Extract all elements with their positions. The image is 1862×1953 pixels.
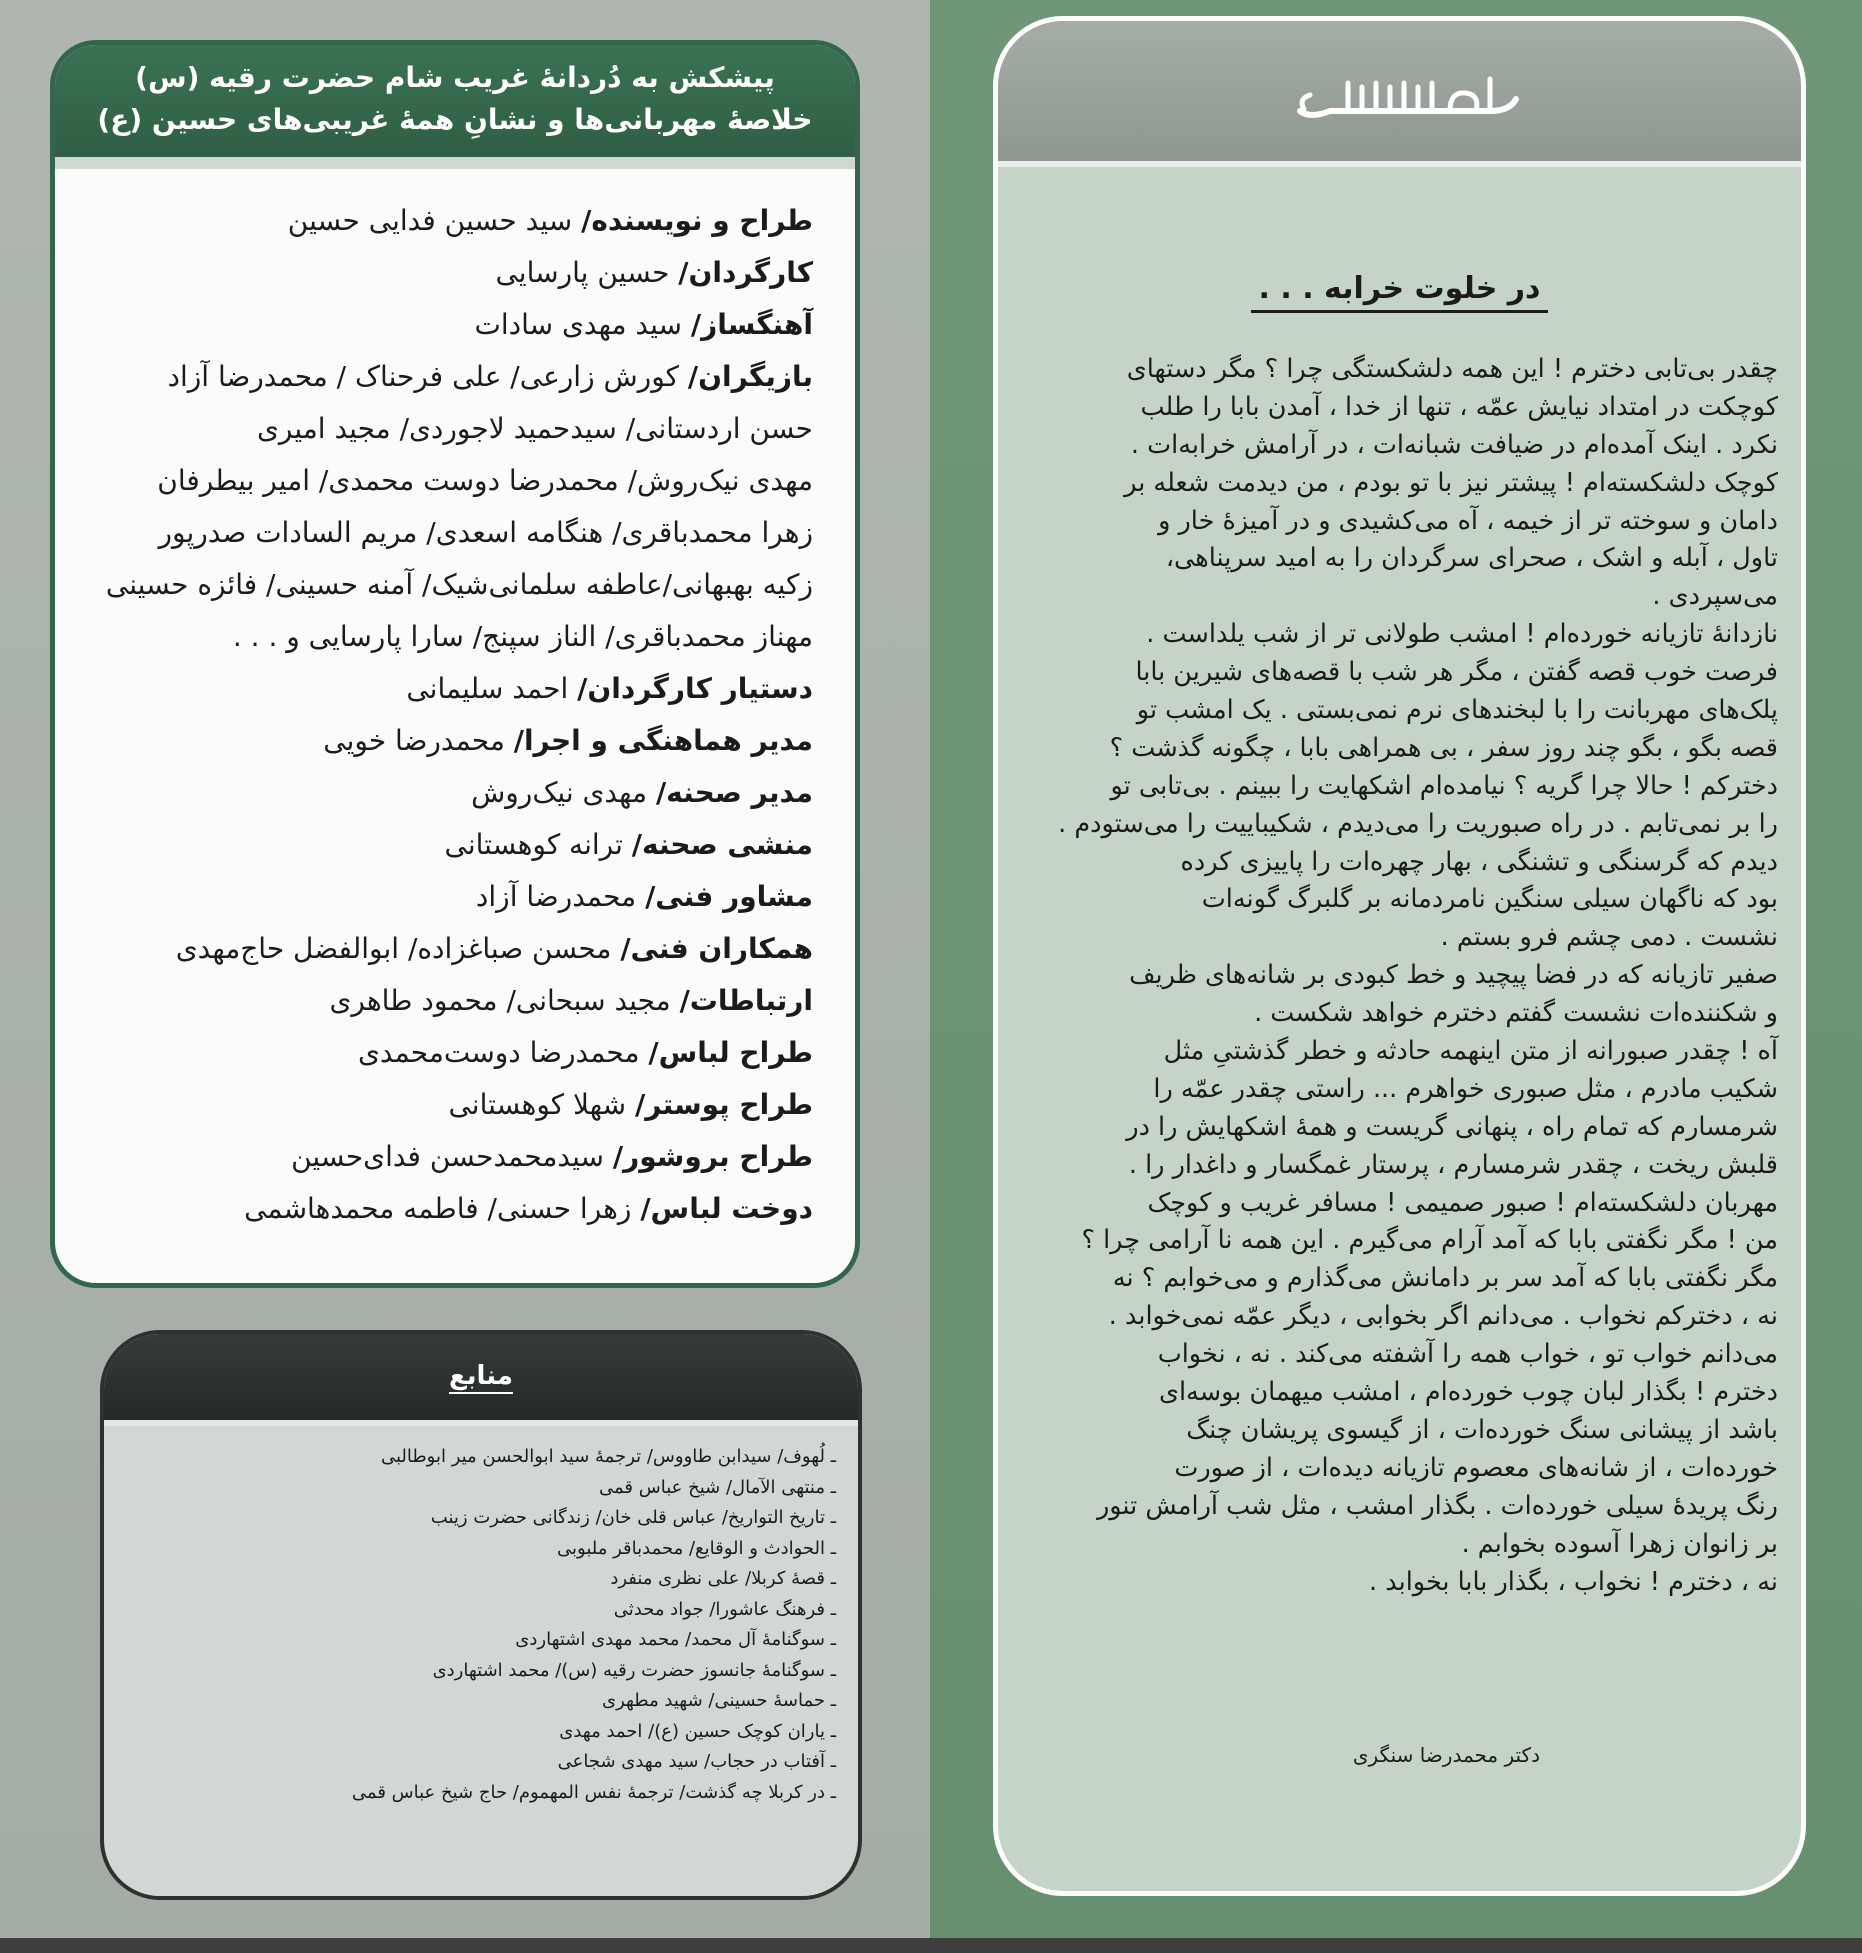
credit-names: شهلا کوهستانی xyxy=(448,1088,635,1121)
credit-names: کورش زارعی/ علی فرحناک / محمدرضا آزاد xyxy=(167,360,688,393)
source-item: ـ قصهٔ کربلا/ علی نظری منفرد xyxy=(610,1568,836,1589)
body-line: قلبش ریخت ، چقدر شرمسارم ، پرستار غمگسار و داغدار را . xyxy=(1128,1149,1778,1180)
credit-names: مهناز محمدباقری/ الناز سپنج/ سارا پارسایی و . . . xyxy=(232,620,813,653)
credit-role: بازیگران/ xyxy=(687,360,813,393)
credit-names: محمدرضا دوست‌محمدی xyxy=(357,1036,649,1069)
credit-names: زهرا حسنی/ فاطمه محمدهاشمی xyxy=(244,1192,641,1225)
credit-row xyxy=(73,975,813,1027)
credit-row xyxy=(73,923,813,975)
article-title-text: در خلوت خرابه . . . xyxy=(1251,271,1549,313)
body-line: می‌دانم خواب تو ، خواب همه را آشفته می‌کند . نه ، نخواب xyxy=(1157,1339,1778,1370)
sources-card xyxy=(100,1330,862,1900)
body-line: قصه بگو ، بگو چند روز سفر ، بی همراهی بابا ، چگونه گذشت ؟ xyxy=(1109,732,1778,763)
credit-row xyxy=(73,351,813,403)
body-line: نازدانهٔ تازیانه خورده‌ام ! امشب طولانی تر از شب یلداست . xyxy=(1146,619,1778,650)
credit-role: طراح پوستر/ xyxy=(635,1088,813,1121)
sources-title: منابع xyxy=(449,1360,513,1394)
credit-names: زهرا محمدباقری/ هنگامه اسعدی/ مریم السادات صدرپور xyxy=(158,516,813,549)
body-line: بود که ناگهان سیلی سنگین نامردمانه بر گلبرگ گونه‌ات xyxy=(1201,884,1778,915)
credit-names: محسن صباغزاده/ ابوالفضل حاج‌مهدی xyxy=(175,932,621,965)
article-card xyxy=(993,16,1806,1896)
source-item: ـ فرهنگ عاشورا/ جواد محدثی xyxy=(613,1598,836,1620)
credit-names: سیدمحمدحسن فدای‌حسین xyxy=(291,1140,613,1173)
source-item: ـ منتهی الآمال/ شیخ عباس قمی xyxy=(599,1476,836,1498)
body-line: نکرد . اینک آمده‌ام در ضیافت شبانه‌ات ، در آرامش خرابه‌ات . xyxy=(1130,429,1778,460)
credit-row xyxy=(73,1183,813,1235)
body-line: فرصت خوب قصه گفتن ، مگر هر شب با قصه‌های شیرین بابا xyxy=(1135,657,1778,688)
bottom-edge xyxy=(0,1938,1862,1953)
body-line: پلک‌های مهربانت را با لبخندهای نرم نمی‌بستی . یک امشب تو xyxy=(1136,695,1778,726)
credit-row xyxy=(73,403,813,455)
credit-role: مدیر صحنه/ xyxy=(655,776,813,809)
credit-role: طراح لباس/ xyxy=(648,1036,813,1069)
credit-row xyxy=(73,507,813,559)
body-line: و شکننده‌ات نشست گفتم دخترم خواهد شکست . xyxy=(1254,998,1778,1029)
body-line: را بر نمی‌تابم . در راه صبوریت را می‌دیدم ، شکیباییت را می‌ستودم . xyxy=(1058,808,1778,839)
sources-header xyxy=(104,1334,858,1426)
body-line: تاول ، آبله و اشک ، صحرای سرگردان را به امید سرپناهی، xyxy=(1165,543,1778,574)
source-item: ـ سوگنامهٔ جانسوز حضرت رقیه (س)/ محمد اشتهاردی xyxy=(432,1659,836,1681)
body-line: می‌سپردی . xyxy=(1652,581,1778,612)
body-line: دیدم که گرسنگی و تشنگی ، بهار چهره‌ات را پاییزی کرده xyxy=(1180,846,1778,877)
credit-names: زکیه بهبهانی/عاطفه سلمانی‌شیک/ آمنه حسینی/ فائزه حسینی xyxy=(105,568,813,601)
body-line: نه ، دخترکم نخواب . می‌دانم اگر بخوابی ، دیگر عمّه نمی‌خوابد . xyxy=(1108,1301,1778,1332)
body-line: دخترکم ! حالا چرا گریه ؟ نیامده‌ام اشکهایت را ببینم . بی‌تابی تو xyxy=(1110,770,1778,801)
credit-role: دوخت لباس/ xyxy=(640,1192,813,1225)
credit-names: احمد سلیمانی xyxy=(406,672,578,705)
credit-row xyxy=(73,663,813,715)
credit-names: سید مهدی سادات xyxy=(474,308,691,341)
body-line: من ! مگر نگفتی بابا که آمد آرام می‌گیرم . این همه نا آرامی چرا ؟ xyxy=(1081,1225,1778,1256)
credit-row xyxy=(73,1131,813,1183)
credit-role: ارتباطات/ xyxy=(679,984,813,1017)
source-item: ـ تاریخ التواریخ/ عباس قلی خان/ زندگانی حضرت زینب xyxy=(430,1507,836,1528)
article-body xyxy=(1026,351,1778,1601)
dedication-line-2: خلاصهٔ مهربانی‌ها و نشانِ همهٔ غریبی‌های حسین (ع) xyxy=(97,103,813,136)
body-line: چقدر بی‌تابی دخترم ! این همه دلشکستگی چرا ؟ مگر دستهای xyxy=(1126,354,1778,384)
credit-names: حسن اردستانی/ سیدحمید لاجوردی/ مجید امیری xyxy=(256,412,813,445)
body-line: باشد از پیشانی سنگ خورده‌ات ، از گیسوی پریشان چنگ xyxy=(1186,1414,1778,1445)
body-line: نه ، دخترم ! نخواب ، بگذار بابا بخوابد . xyxy=(1369,1566,1778,1597)
author-signature: دکتر محمدرضا سنگری xyxy=(1352,1743,1540,1767)
article-header xyxy=(998,21,1801,167)
body-line: دامان و سوخته تر از خیمه ، آه می‌کشیدی و در آمیزهٔ خار و xyxy=(1158,505,1778,536)
source-item: ـ در کربلا چه گذشت/ ترجمهٔ نفس المهموم/ حاج شیخ عباس قمی xyxy=(351,1781,836,1803)
credit-role: طراح و نویسنده/ xyxy=(581,204,813,237)
credit-role: دستیار کارگردان/ xyxy=(577,672,813,705)
body-line: کوچکت در امتداد نیایش عمّه ، تنها از خدا ، آمدن بابا را طلب xyxy=(1140,391,1778,422)
dedication-line-1: پیشکش به دُردانهٔ غریب شام حضرت رقیه (س) xyxy=(135,61,775,94)
credit-names: حسین پارسایی xyxy=(495,256,679,289)
credit-row xyxy=(73,819,813,871)
source-item: ـ حماسهٔ حسینی/ شهید مطهری xyxy=(601,1690,836,1711)
credit-row xyxy=(73,299,813,351)
credit-row xyxy=(73,559,813,611)
source-item: ـ الحوادث و الوقایع/ محمدباقر ملبوبی xyxy=(557,1537,836,1559)
credit-role: همکاران فنی/ xyxy=(620,932,813,965)
credit-role: آهنگساز/ xyxy=(690,308,813,341)
credits-list xyxy=(73,195,813,1235)
body-line: دخترم ! بگذار لبان چوب خورده‌ام ، امشب میهمان بوسه‌ای xyxy=(1158,1377,1778,1408)
source-item: ـ آفتاب در حجاب/ سید مهدی شجاعی xyxy=(557,1751,836,1772)
credit-names: سید حسین فدایی حسین xyxy=(287,204,582,237)
body-line: مگر نگفتی بابا که آمد سر بر دامانش می‌گذارم و می‌خوابم ؟ نه xyxy=(1112,1263,1778,1294)
credit-names: محمدرضا خویی xyxy=(323,724,514,757)
body-line: مهربان دلشکسته‌ام ! صبور صمیمی ! مسافر غریب و کوچک xyxy=(1147,1187,1778,1218)
credit-row xyxy=(73,715,813,767)
source-item: ـ سوگنامهٔ آل محمد/ محمد مهدی اشتهاردی xyxy=(515,1629,836,1650)
credit-row xyxy=(73,871,813,923)
body-line: شکیب مادرم ، مثل صبوری خواهرم ... راستی چقدر عمّه را xyxy=(1153,1073,1778,1104)
credit-role: مدیر هماهنگی و اجرا/ xyxy=(513,724,813,757)
body-line: خورده‌ات ، از شانه‌های معصوم تازیانه دیده‌ات ، از صورت xyxy=(1174,1452,1778,1483)
body-line: شرمسارم که تمام راه ، پنهانی گریست و همهٔ اشکهایش را در xyxy=(1126,1111,1778,1142)
credit-names: مجید سبحانی/ محمود طاهری xyxy=(329,984,680,1017)
credit-row xyxy=(73,611,813,663)
credit-row xyxy=(73,767,813,819)
credit-role: مشاور فنی/ xyxy=(645,880,813,913)
body-line: کوچک دلشکسته‌ام ! پیشتر نیز با تو بودم ، من دیدمت شعله بر xyxy=(1124,467,1778,498)
dedication-header xyxy=(55,45,855,169)
article-title xyxy=(998,271,1801,306)
credit-names: ترانه کوهستانی xyxy=(444,828,632,861)
body-line: نشست . دمی چشم فرو بستم . xyxy=(1440,922,1778,953)
credit-row xyxy=(73,247,813,299)
sources-list xyxy=(146,1442,836,1808)
credit-row xyxy=(73,1027,813,1079)
credit-row xyxy=(73,455,813,507)
credit-role: کارگردان/ xyxy=(678,256,813,289)
credit-names: مهدی نیک‌روش/ محمدرضا دوست محمدی/ امیر بیطرفان xyxy=(157,464,813,497)
credit-names: محمدرضا آزاد xyxy=(475,880,646,913)
salam-calligraphy-logo xyxy=(1290,69,1526,129)
credit-names: مهدی نیک‌روش xyxy=(471,776,656,809)
body-line: آه ! چقدر صبورانه از متن اینهمه حادثه و خطر گذشتیِ مثل xyxy=(1163,1036,1778,1067)
credit-row xyxy=(73,1079,813,1131)
body-line: صفیر تازیانه که در فضا پیچید و خط کبودی بر شانه‌های ظریف xyxy=(1129,960,1778,991)
body-line: رنگ پریدهٔ سیلی خورده‌ات . بگذار امشب ، مثل شب آرامش تنور xyxy=(1096,1490,1778,1521)
source-item: ـ یاران کوچک حسین (ع)/ احمد مهدی xyxy=(559,1720,836,1742)
body-line: بر زانوان زهرا آسوده بخوابم . xyxy=(1461,1528,1778,1559)
source-item: ـ لُهوف/ سیدابن طاووس/ ترجمهٔ سید ابوالحسن میر ابوطالبی xyxy=(380,1446,836,1467)
credits-card xyxy=(50,40,860,1288)
credit-role: منشی صحنه/ xyxy=(631,828,813,861)
credit-role: طراح بروشور/ xyxy=(612,1140,813,1173)
credit-row xyxy=(73,195,813,247)
